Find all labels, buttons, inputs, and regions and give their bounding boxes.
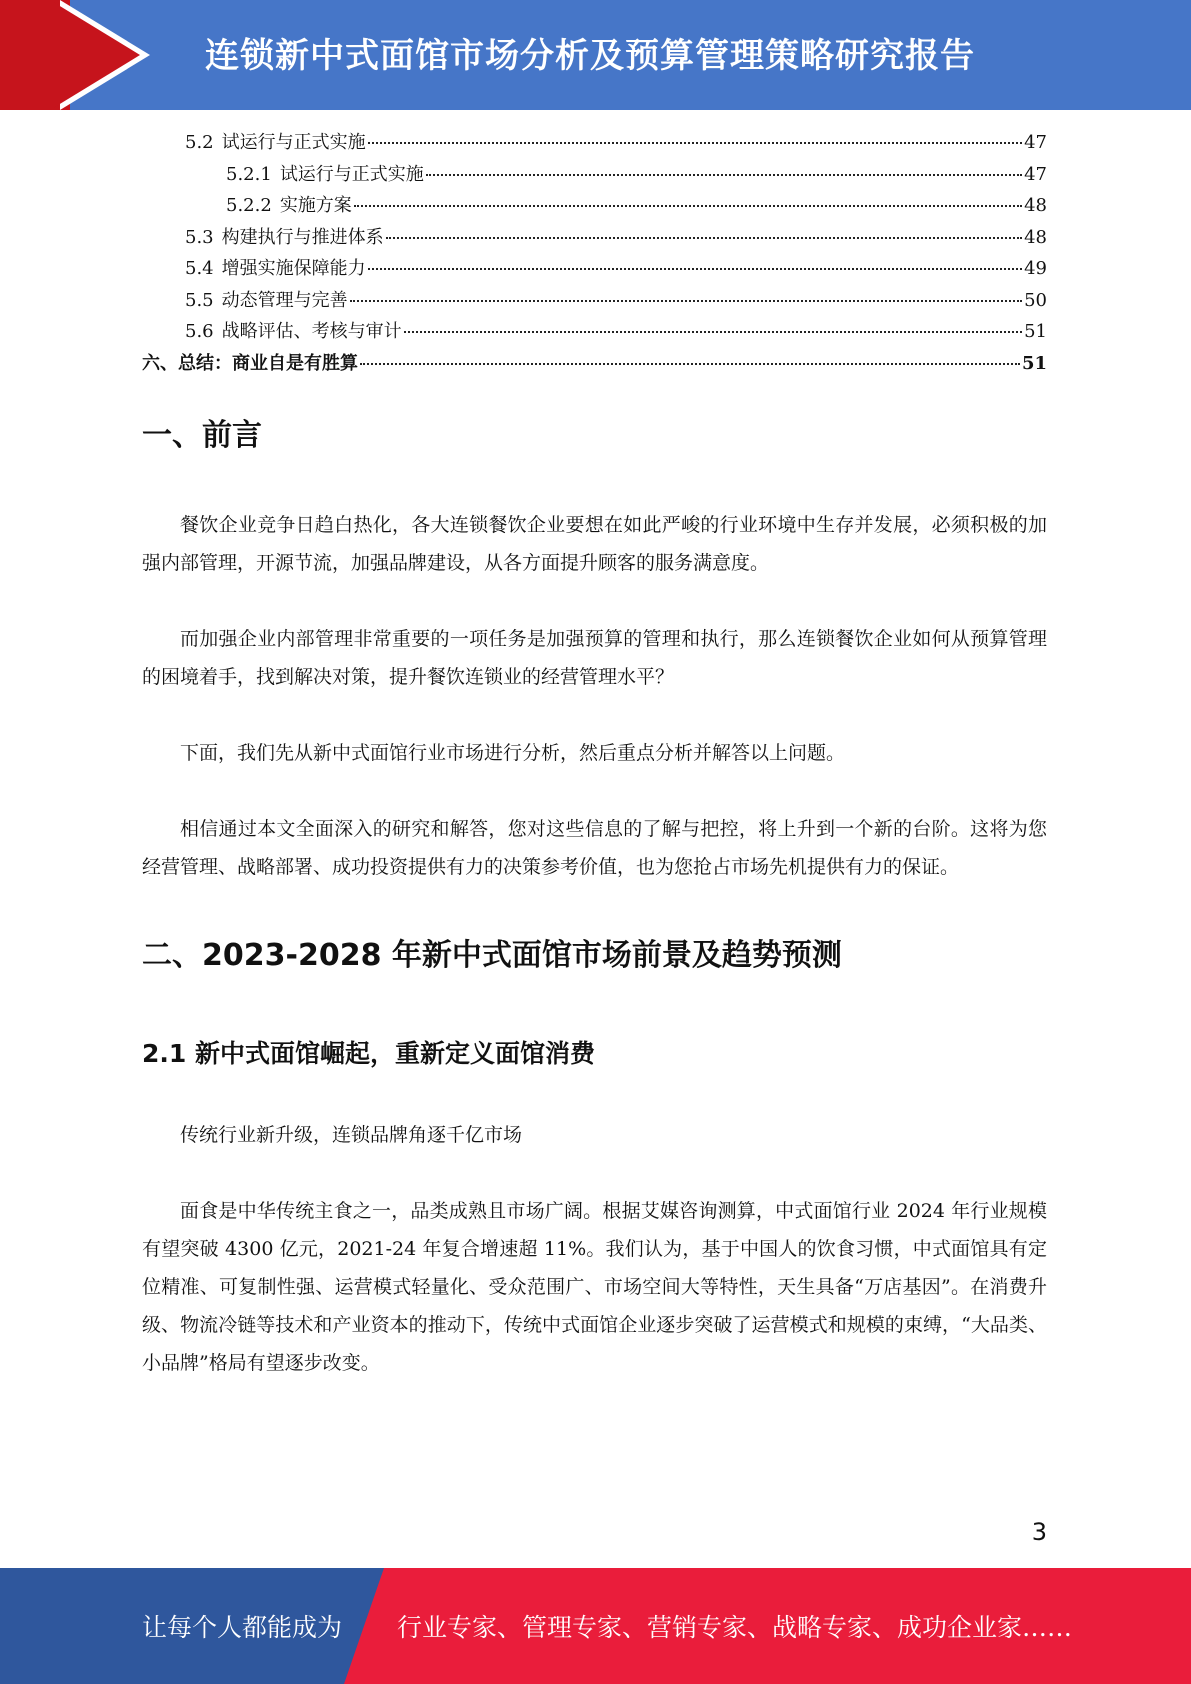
footer-slogan-left: 让每个人都能成为 (142, 1613, 343, 1642)
toc-entry-number: 5.2.2 (226, 195, 272, 216)
toc-entry-page: 51 (1021, 352, 1047, 374)
header-chevron-arrow (50, 0, 140, 110)
toc-entry[interactable] (142, 160, 1047, 192)
toc-dot-leader (360, 363, 1020, 365)
toc-entry-page: 49 (1024, 258, 1047, 279)
toc-dot-leader (368, 142, 1022, 144)
toc-entry[interactable] (142, 317, 1047, 349)
toc-entry-title: 试运行与正式实施 (221, 132, 366, 153)
toc-entry-page: 51 (1024, 321, 1047, 342)
toc-dot-leader (386, 237, 1022, 239)
toc-dot-leader (426, 174, 1022, 176)
toc-entry-number: 5.5 (185, 289, 214, 311)
footer-slogan-right: 行业专家、管理专家、营销专家、战略专家、成功企业家…… (397, 1613, 1073, 1642)
paragraph: 面食是中华传统主食之一，品类成熟且市场广阔。根据艾媒咨询测算，中式面馆行业 2024 年行业规模有望突破 4300 亿元，2021-24 年复合增速超 11%。我们认为，基于中国人的饮食习惯，中式面馆具有定位精准、可复制性强、运营模式轻量化、受众范围广、市场空间大等特性，天生具备“万店基因”。在消费升级、物流冷链等技术和产业资本的推动下，传统中式面馆企业逐步突破了运营模式和规模的束缚，“大品类、小品牌”格局有望逐步改变。 (142, 1200, 1047, 1374)
toc-entry[interactable] (142, 128, 1047, 160)
section-heading-forecast: 二、2023-2028 年新中式面馆市场前景及趋势预测 (142, 938, 842, 973)
toc-dot-leader (368, 268, 1022, 270)
paragraph: 而加强企业内部管理非常重要的一项任务是加强预算的管理和执行，那么连锁餐饮企业如何从预算管理的困境着手，找到解决对策，提升餐饮连锁业的经营管理水平？ (142, 628, 1047, 688)
toc-entry[interactable] (142, 286, 1047, 318)
toc-dot-leader (404, 331, 1022, 333)
toc-entry-number: 5.2.1 (226, 163, 272, 185)
toc-entry[interactable] (142, 349, 1047, 381)
toc-entry-number: 5.2 (185, 132, 214, 153)
table-of-contents (142, 128, 1047, 380)
document-body (142, 410, 1047, 1382)
document-title: 连锁新中式面馆市场分析及预算管理策略研究报告 (205, 36, 975, 76)
page-footer (0, 1568, 1191, 1684)
toc-entry-title: 试运行与正式实施 (279, 163, 424, 185)
toc-entry-title: 增强实施保障能力 (221, 258, 366, 279)
toc-entry-page: 48 (1024, 195, 1047, 216)
toc-entry-title: 战略评估、考核与审计 (221, 321, 402, 342)
toc-entry-page: 48 (1024, 226, 1047, 248)
page-number: 3 (1031, 1518, 1047, 1546)
toc-entry-page: 50 (1024, 289, 1047, 311)
toc-entry-page: 47 (1024, 132, 1047, 153)
toc-entry-number: 5.4 (185, 258, 214, 279)
toc-entry-title: 构建执行与推进体系 (221, 226, 384, 248)
toc-entry-number: 5.6 (185, 321, 214, 342)
toc-dot-leader (354, 205, 1022, 207)
toc-dot-leader (350, 300, 1022, 302)
subsection-heading: 2.1 新中式面馆崛起，重新定义面馆消费 (142, 1039, 595, 1068)
toc-entry-title: 六、总结：商业自是有胜算 (142, 352, 358, 374)
toc-entry-title: 实施方案 (279, 195, 352, 216)
toc-entry-title: 动态管理与完善 (221, 289, 348, 311)
paragraph: 下面，我们先从新中式面馆行业市场进行分析，然后重点分析并解答以上问题。 (180, 742, 846, 764)
toc-entry-page: 47 (1024, 163, 1047, 185)
page-header (0, 0, 1191, 110)
toc-entry-number: 5.3 (185, 226, 214, 248)
paragraph: 传统行业新升级，连锁品牌角逐千亿市场 (180, 1124, 523, 1146)
toc-entry[interactable] (142, 191, 1047, 223)
section-heading-preface: 一、前言 (142, 418, 262, 453)
paragraph: 餐饮企业竞争日趋白热化，各大连锁餐饮企业要想在如此严峻的行业环境中生存并发展，必须积极的加强内部管理，开源节流，加强品牌建设，从各方面提升顾客的服务满意度。 (142, 514, 1047, 574)
paragraph: 相信通过本文全面深入的研究和解答，您对这些信息的了解与把控，将上升到一个新的台阶。这将为您经营管理、战略部署、成功投资提供有力的决策参考价值，也为您抢占市场先机提供有力的保证。 (142, 818, 1047, 878)
toc-entry[interactable] (142, 223, 1047, 255)
toc-entry[interactable] (142, 254, 1047, 286)
